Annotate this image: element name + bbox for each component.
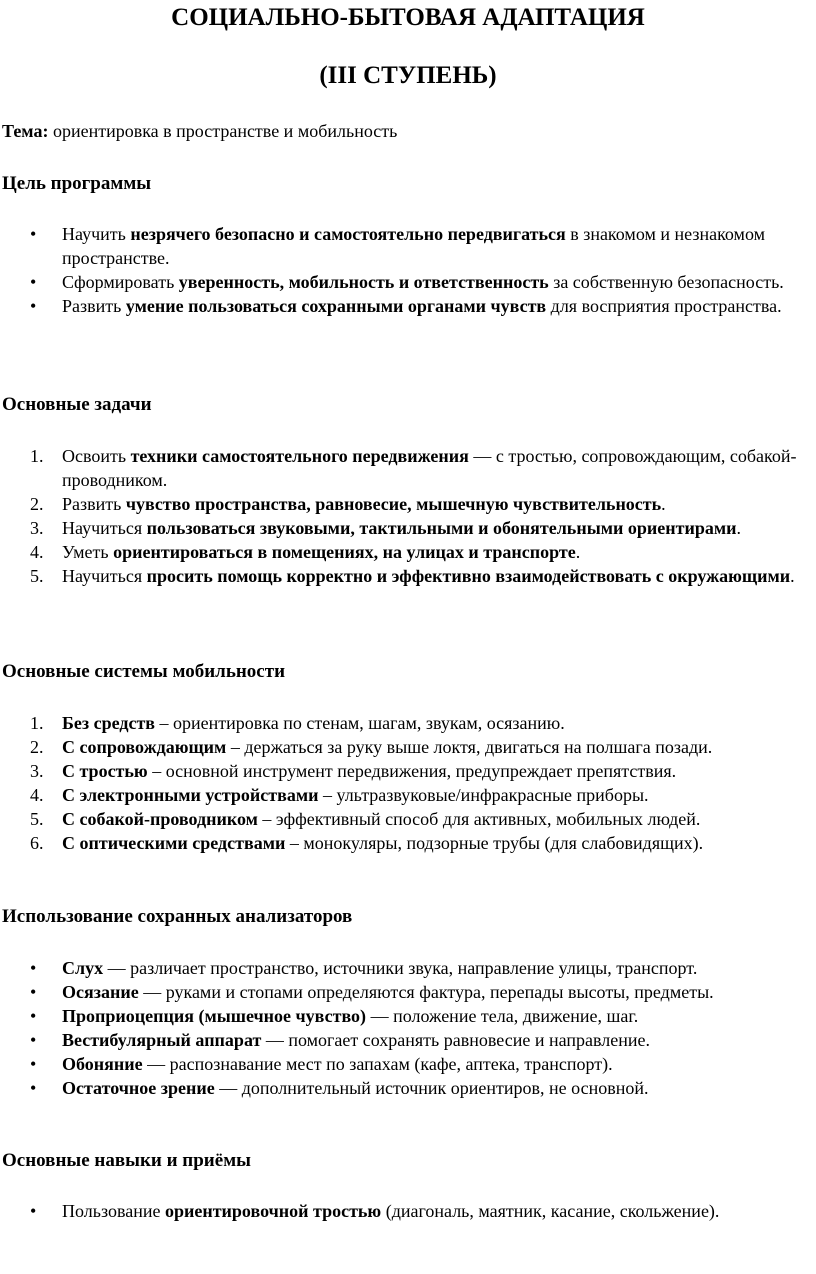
list-item: [0, 807, 812, 831]
item-text-suffix: — распознавание мест по запахам (кафе, аптека, транспорт).: [142, 1054, 613, 1074]
list-item: [0, 735, 812, 759]
item-text-bold: Слух: [62, 958, 104, 978]
item-text-bold: пользоваться звуковыми, тактильными и обонятельными ориентирами: [146, 518, 737, 538]
item-text-prefix: Пользование: [62, 1201, 165, 1221]
list-item: [0, 1028, 812, 1052]
bullet-icon: •: [30, 1078, 37, 1098]
bullet-icon: •: [30, 1201, 37, 1221]
list-number: 1.: [30, 713, 44, 733]
list-item: [0, 294, 812, 318]
page-title: СОЦИАЛЬНО-БЫТОВАЯ АДАПТАЦИЯ: [171, 4, 645, 31]
item-text-bold: Осязание: [62, 982, 139, 1002]
list-item: [0, 831, 812, 855]
list-item: [0, 711, 812, 735]
item-text-suffix: в знакомом и незнакомом пространстве.: [62, 224, 765, 268]
item-text-bold: С сопровождающим: [62, 737, 227, 757]
item-text-prefix: Научиться: [62, 566, 147, 586]
item-text-bold: техники самостоятельного передвижения: [130, 446, 469, 466]
item-text-prefix: Научить: [62, 224, 131, 244]
item-text-prefix: Уметь: [62, 542, 114, 562]
analyzers-list: [0, 956, 816, 1100]
item-text-bold: Проприоцепция (мышечное чувство): [62, 1006, 367, 1026]
list-number: 6.: [30, 833, 44, 853]
theme-line: [2, 121, 397, 142]
systems-list: [0, 711, 816, 855]
item-text-bold: С тростью: [62, 761, 148, 781]
skills-list: [0, 1199, 816, 1223]
item-text-prefix: Развить: [62, 296, 126, 316]
bullet-icon: •: [30, 1030, 37, 1050]
heading-tasks: Основные задачи: [2, 394, 152, 415]
item-text-bold: С оптическими средствами: [62, 833, 286, 853]
item-text-suffix: — с тростью, сопровождающим, собакой-проводником.: [62, 446, 797, 490]
list-number: 1.: [30, 446, 44, 466]
tasks-list: [0, 444, 816, 588]
list-item: [0, 540, 812, 564]
item-text-bold: Без средств: [62, 713, 156, 733]
list-item: [0, 783, 812, 807]
list-number: 4.: [30, 542, 44, 562]
list-number: 5.: [30, 809, 44, 829]
list-item: [0, 222, 812, 270]
item-text-suffix: — положение тела, движение, шаг.: [366, 1006, 639, 1026]
item-text-suffix: — различает пространство, источники звука, направление улицы, транспорт.: [103, 958, 698, 978]
heading-analyzers: Использование сохранных анализаторов: [2, 906, 353, 927]
list-item: [0, 564, 812, 588]
bullet-icon: •: [30, 958, 37, 978]
list-item: [0, 516, 812, 540]
list-item: [0, 759, 812, 783]
list-number: 2.: [30, 494, 44, 514]
item-text-suffix: – основной инструмент передвижения, предупреждает препятствия.: [147, 761, 677, 781]
item-text-suffix: – ориентировка по стенам, шагам, звукам, осязанию.: [155, 713, 565, 733]
list-item: [0, 1052, 812, 1076]
bullet-icon: •: [30, 1006, 37, 1026]
item-text-bold: умение пользоваться сохранными органами чувств: [125, 296, 547, 316]
item-text-prefix: Сформировать: [62, 272, 179, 292]
item-text-prefix: Научиться: [62, 518, 147, 538]
list-item: [0, 956, 812, 980]
goal-list: [0, 222, 816, 318]
list-number: 5.: [30, 566, 44, 586]
item-text-suffix: – эффективный способ для активных, мобильных людей.: [257, 809, 701, 829]
item-text-suffix: (диагональ, маятник, касание, скольжение).: [381, 1201, 720, 1221]
item-text-suffix: — помогает сохранять равновесие и направление.: [261, 1030, 650, 1050]
item-text-bold: Остаточное зрение: [62, 1078, 215, 1098]
item-text-suffix: — руками и стопами определяются фактура, перепады высоты, предметы.: [138, 982, 714, 1002]
bullet-icon: •: [30, 296, 37, 316]
item-text-suffix: для восприятия пространства.: [546, 296, 782, 316]
list-item: [0, 444, 812, 492]
item-text-suffix: — дополнительный источник ориентиров, не основной.: [214, 1078, 649, 1098]
theme-text: ориентировка в пространстве и мобильность: [48, 121, 398, 141]
item-text-suffix: .: [790, 566, 795, 586]
item-text-bold: уверенность, мобильность и ответственность: [178, 272, 549, 292]
list-item: [0, 1076, 812, 1100]
page-subtitle: (III СТУПЕНЬ): [319, 62, 497, 89]
bullet-icon: •: [30, 982, 37, 1002]
item-text-prefix: Освоить: [62, 446, 131, 466]
item-text-suffix: – ультразвуковые/инфракрасные приборы.: [318, 785, 649, 805]
item-text-bold: Обоняние: [62, 1054, 143, 1074]
heading-systems: Основные системы мобильности: [2, 661, 286, 682]
item-text-bold: ориентироваться в помещениях, на улицах и транспорте: [113, 542, 576, 562]
item-text-prefix: Развить: [62, 494, 126, 514]
item-text-suffix: за собственную безопасность.: [548, 272, 784, 292]
list-item: [0, 1004, 812, 1028]
item-text-suffix: .: [736, 518, 741, 538]
item-text-suffix: .: [575, 542, 581, 562]
item-text-suffix: – монокуляры, подзорные трубы (для слабовидящих).: [285, 833, 704, 853]
item-text-bold: С собакой-проводником: [62, 809, 258, 829]
bullet-icon: •: [30, 272, 37, 292]
list-item: [0, 492, 812, 516]
heading-goal: Цель программы: [2, 173, 152, 194]
list-number: 3.: [30, 761, 44, 781]
list-number: 4.: [30, 785, 44, 805]
item-text-bold: ориентировочной тростью: [164, 1201, 382, 1221]
bullet-icon: •: [30, 224, 37, 244]
list-number: 3.: [30, 518, 44, 538]
item-text-suffix: .: [661, 494, 666, 514]
item-text-bold: Вестибулярный аппарат: [62, 1030, 262, 1050]
list-item: [0, 980, 812, 1004]
list-number: 2.: [30, 737, 44, 757]
heading-skills: Основные навыки и приёмы: [2, 1150, 251, 1171]
item-text-bold: просить помощь корректно и эффективно взаимодействовать с окружающими: [146, 566, 791, 586]
bullet-icon: •: [30, 1054, 37, 1074]
list-item: [0, 1199, 812, 1223]
theme-label: Тема:: [2, 121, 49, 141]
item-text-bold: С электронными устройствами: [62, 785, 319, 805]
item-text-suffix: – держаться за руку выше локтя, двигаться на полшага позади.: [226, 737, 713, 757]
list-item: [0, 270, 812, 294]
item-text-bold: незрячего безопасно и самостоятельно передвигаться: [130, 224, 566, 244]
item-text-bold: чувство пространства, равновесие, мышечную чувствительность: [125, 494, 662, 514]
